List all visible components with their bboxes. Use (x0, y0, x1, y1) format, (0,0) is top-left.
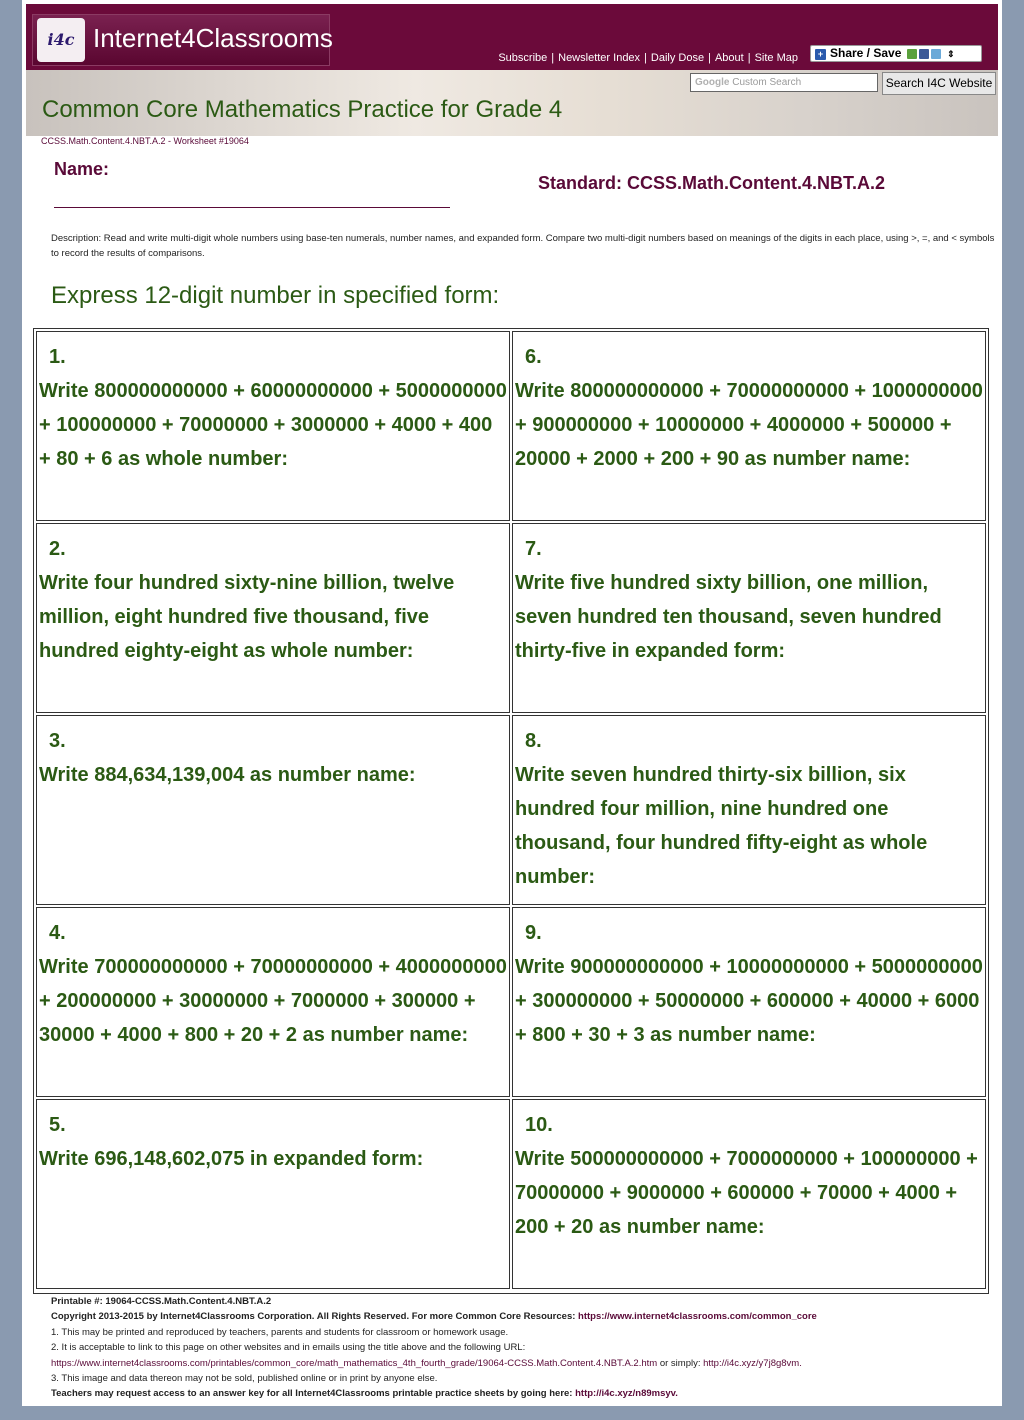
question-cell-5 (36, 1099, 510, 1289)
question-text: Write 696,148,602,075 in expanded form: (39, 1148, 424, 1170)
question-grid (33, 328, 989, 1294)
question-text: Write 800000000000 + 60000000000 + 5000000000 + 100000000 + 70000000 + 3000000 + 4000 + 400 + 80 + 6 as whole number: (39, 380, 507, 470)
share-email-icon (907, 49, 917, 59)
question-number: 7. (525, 538, 542, 560)
question-cell-6 (512, 331, 986, 521)
name-label: Name: (54, 159, 110, 179)
nav-separator: | (551, 52, 555, 64)
footer-line-3: 3. This image and data thereon may not be sold, published online or in print by anyone else. (51, 1373, 438, 1385)
question-text: Write 884,634,139,004 as number name: (39, 764, 416, 786)
question-number: 4. (49, 922, 66, 944)
question-text: Write 700000000000 + 70000000000 + 4000000000 + 200000000 + 30000000 + 7000000 + 300000 + 30000 + 4000 + 800 + 20 + 2 as number name: (39, 956, 507, 1046)
short-url-link[interactable]: http://i4c.xyz/y7j8g8vm. (703, 1357, 802, 1369)
site-logo[interactable] (32, 14, 333, 66)
question-number: 2. (49, 538, 66, 560)
question-cell-7 (512, 523, 986, 713)
twitter-icon (931, 49, 941, 59)
share-label: Share / Save (830, 46, 902, 60)
printable-number: Printable #: 19064-CCSS.Math.Content.4.NBT.A.2 (51, 1296, 272, 1307)
answer-key-link[interactable]: http://i4c.xyz/n89msyv. (575, 1388, 678, 1400)
answer-key-text: Teachers may request access to an answer key for all Internet4Classrooms printable practice sheets by going here: (51, 1388, 573, 1400)
nav-separator: | (644, 52, 647, 64)
logo-text: Internet4Classrooms (93, 23, 333, 53)
question-number: 8. (525, 730, 542, 752)
search-placeholder: Custom Search (732, 77, 802, 88)
answer-key-line (51, 1386, 995, 1401)
copyright-line (51, 1309, 995, 1324)
page-title: Common Core Mathematics Practice for Grade 4 (42, 96, 563, 123)
question-number: 3. (49, 730, 66, 752)
common-core-link[interactable]: https://www.internet4classrooms.com/common_core (578, 1311, 817, 1323)
question-text: Write 500000000000 + 7000000000 + 100000000 + 70000000 + 9000000 + 600000 + 70000 + 4000 + 200 + 20 as number name: (515, 1148, 978, 1238)
worksheet-url-link[interactable]: https://www.internet4classrooms.com/printables/common_core/math_mathematics_4th_fourth_grade/19064-CCSS.Math.Content.4.NBT.A.2.htm (51, 1357, 658, 1369)
share-save-button[interactable] (810, 45, 982, 62)
nav-separator: | (708, 52, 711, 64)
description: Description: Read and write multi-digit whole numbers using base-ten numerals, number names, and expanded form. Compare two multi-digit numbers based on meanings of the digits in each place, using >, =, and < symbols to record the results of comparisons. (51, 233, 995, 259)
nav-link-site-map[interactable]: Site Map (754, 52, 798, 64)
question-cell-2 (36, 523, 510, 713)
or-simply-text: or simply: (659, 1357, 701, 1369)
question-cell-4 (36, 907, 510, 1097)
nav-separator: | (747, 52, 751, 64)
worksheet-page (22, 0, 1002, 1406)
footer (51, 1294, 995, 1402)
footer-line-1: 1. This may be printed and reproduced by teachers, parents and students for classroom or homework usage. (51, 1326, 509, 1338)
question-cell-8 (512, 715, 986, 905)
question-text: Write seven hundred thirty-six billion, six hundred four million, nine hundred one thousand, four hundred fifty-eight as whole number: (515, 764, 928, 888)
logo-badge-icon: i4c (37, 18, 85, 62)
chevron-updown-icon: ⇕ (947, 49, 955, 59)
footer-url-line (51, 1356, 995, 1371)
site-header (26, 4, 998, 70)
question-cell-3 (36, 715, 510, 905)
question-number: 10. (525, 1114, 553, 1136)
question-number: 9. (525, 922, 542, 944)
name-line (54, 207, 450, 208)
question-text: Write 800000000000 + 70000000000 + 1000000000 + 900000000 + 10000000 + 4000000 + 500000 + 20000 + 2000 + 200 + 90 as number name: (515, 380, 983, 470)
question-number: 1. (49, 346, 66, 368)
footer-line-2: 2. It is acceptable to link to this page on other websites and in emails using the title above and the following URL: (51, 1342, 526, 1354)
question-text: Write four hundred sixty-nine billion, twelve million, eight hundred five thousand, five hundred eighty-eight as whole number: (39, 572, 455, 662)
nav-link-subscribe[interactable]: Subscribe (498, 52, 548, 64)
share-plus-icon: + (815, 49, 826, 60)
question-cell-10 (512, 1099, 986, 1289)
standard-label: Standard: CCSS.Math.Content.4.NBT.A.2 (538, 173, 886, 193)
copyright-text: Copyright 2013-2015 by Internet4Classrooms Corporation. All Rights Reserved. For more Common Core Resources: (51, 1311, 576, 1323)
question-number: 6. (525, 346, 542, 368)
question-cell-9 (512, 907, 986, 1097)
question-cell-1 (36, 331, 510, 521)
search-button[interactable]: Search I4C Website (882, 72, 996, 95)
question-number: 5. (49, 1114, 66, 1136)
nav-link-newsletter-index[interactable]: Newsletter Index (558, 52, 641, 64)
title-banner (26, 70, 998, 136)
google-logo: Google (695, 77, 730, 88)
question-text: Write 900000000000 + 10000000000 + 5000000000 + 300000000 + 50000000 + 600000 + 40000 + 6000 + 800 + 30 + 3 as number name: (515, 956, 983, 1046)
top-nav (498, 52, 798, 64)
search-input[interactable] (690, 73, 878, 92)
nav-link-daily-dose[interactable]: Daily Dose (650, 52, 705, 64)
instruction-heading: Express 12-digit number in specified form: (51, 282, 500, 309)
breadcrumb: CCSS.Math.Content.4.NBT.A.2 - Worksheet #19064 (41, 136, 249, 146)
question-text: Write five hundred sixty billion, one million, seven hundred ten thousand, seven hundred thirty-five in expanded form: (515, 572, 942, 662)
nav-link-about[interactable]: About (714, 52, 744, 64)
facebook-icon (919, 49, 929, 59)
